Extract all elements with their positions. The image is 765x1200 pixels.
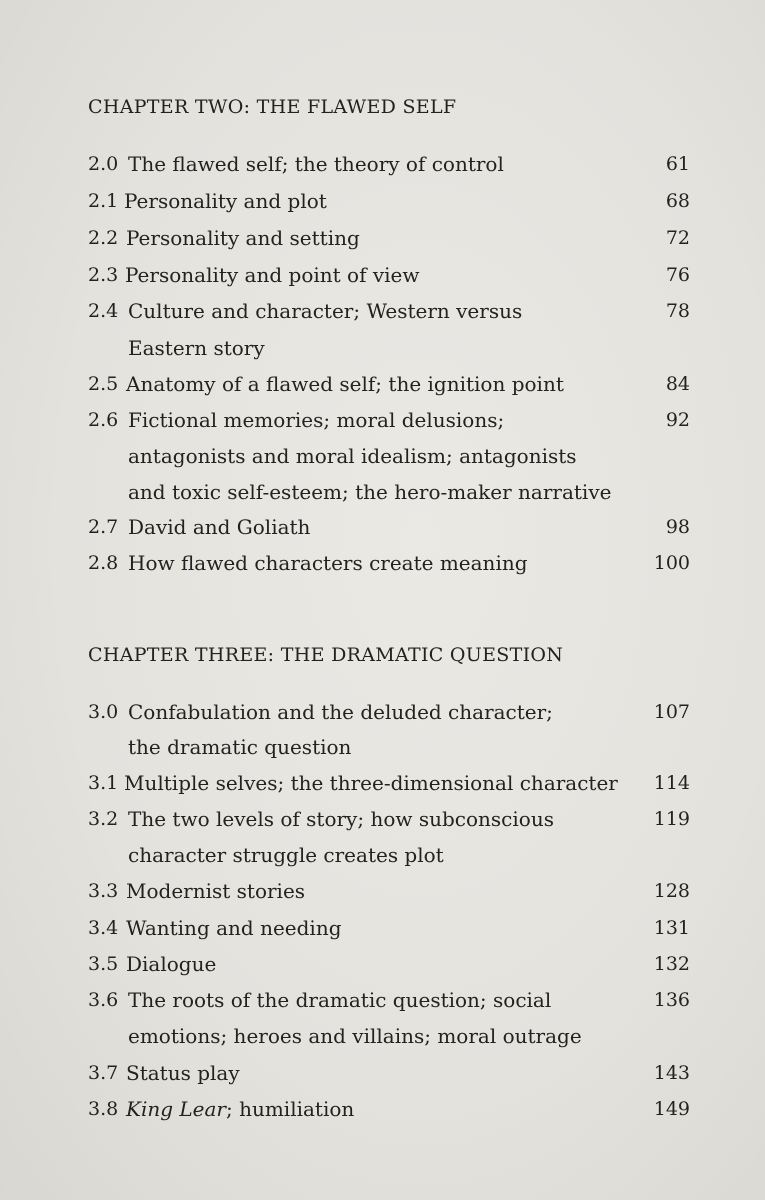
page-number: 68: [665, 190, 690, 212]
section-title: Status play: [126, 1061, 240, 1085]
page-number: 98: [665, 516, 690, 538]
chapter-heading: CHAPTER TWO: THE FLAWED SELF: [88, 96, 457, 118]
section-number: 2.3: [88, 264, 119, 286]
page-number: 76: [665, 264, 690, 286]
page-number: 100: [653, 552, 690, 574]
toc-entry: [88, 259, 690, 291]
section-number: 3.2: [88, 808, 119, 830]
toc-entry: [88, 404, 690, 436]
section-number: 3.8: [88, 1098, 119, 1120]
section-title: Culture and character; Western versus: [128, 299, 523, 323]
section-title: The two levels of story; how subconscious: [128, 807, 554, 831]
page-number: 61: [665, 153, 690, 175]
page-number: 78: [665, 300, 690, 322]
chapter-heading: CHAPTER THREE: THE DRAMATIC QUESTION: [88, 644, 564, 666]
section-number: 3.5: [88, 953, 119, 975]
section-number: 2.8: [88, 552, 119, 574]
section-title-continued: antagonists and moral idealism; antagonists: [128, 444, 577, 468]
section-number: 3.7: [88, 1062, 119, 1084]
page-number: 84: [665, 373, 690, 395]
section-number: 2.1: [88, 190, 119, 212]
section-title-italic: King Lear: [126, 1097, 226, 1121]
toc-entry: [88, 368, 690, 400]
toc-entry: [88, 1093, 690, 1125]
section-number: 2.6: [88, 409, 119, 431]
toc-entry-continuation: [88, 332, 690, 364]
toc-entry: [88, 185, 690, 217]
section-title: The flawed self; the theory of control: [128, 152, 504, 176]
toc-entry-continuation: [88, 1020, 690, 1052]
section-title: Anatomy of a flawed self; the ignition point: [126, 372, 564, 396]
section-title: Personality and plot: [124, 189, 327, 213]
page-number: 143: [653, 1062, 690, 1084]
toc-entry: [88, 767, 690, 799]
page-number: 131: [653, 917, 690, 939]
section-title: How flawed characters create meaning: [128, 551, 528, 575]
toc-entry-continuation: [88, 476, 690, 508]
toc-entry-continuation: [88, 440, 690, 472]
toc-entry: [88, 547, 690, 579]
page-number: 136: [653, 989, 690, 1011]
toc-entry-continuation: [88, 731, 690, 763]
toc-entry: [88, 984, 690, 1016]
section-title-continued: emotions; heroes and villains; moral outrage: [128, 1024, 582, 1048]
toc-entry: [88, 803, 690, 835]
section-title: Modernist stories: [126, 879, 306, 903]
section-title: Confabulation and the deluded character;: [128, 700, 553, 724]
section-title: Multiple selves; the three-dimensional character: [124, 771, 618, 795]
section-number: 2.0: [88, 153, 119, 175]
section-title: The roots of the dramatic question; social: [128, 988, 552, 1012]
section-title-continued: character struggle creates plot: [128, 843, 444, 867]
section-title-continued: the dramatic question: [128, 735, 352, 759]
toc-entry: [88, 295, 690, 327]
toc-entry: [88, 148, 690, 180]
section-number: 2.4: [88, 300, 119, 322]
section-title: [126, 1093, 354, 1125]
page-number: 114: [653, 772, 690, 794]
section-title: Personality and point of view: [125, 263, 420, 287]
toc-entry: [88, 696, 690, 728]
section-title-continued: Eastern story: [128, 336, 265, 360]
section-number: 2.7: [88, 516, 119, 538]
page-number: 72: [665, 227, 690, 249]
section-title-rest: ; humiliation: [225, 1097, 355, 1121]
toc-entry: [88, 948, 690, 980]
page-number: 119: [653, 808, 690, 830]
section-title: Fictional memories; moral delusions;: [128, 408, 505, 432]
toc-entry-continuation: [88, 839, 690, 871]
section-number: 3.4: [88, 917, 119, 939]
page-number: 132: [653, 953, 690, 975]
section-title: Personality and setting: [126, 226, 360, 250]
section-number: 3.1: [88, 772, 119, 794]
section-title-continued: and toxic self-esteem; the hero-maker narrative: [128, 480, 612, 504]
section-number: 3.0: [88, 701, 119, 723]
page-number: 149: [653, 1098, 690, 1120]
section-title: Wanting and needing: [126, 916, 342, 940]
section-title: Dialogue: [126, 952, 217, 976]
section-number: 3.3: [88, 880, 119, 902]
toc-entry: [88, 912, 690, 944]
toc-entry: [88, 511, 690, 543]
toc-entry: [88, 222, 690, 254]
toc-entry: [88, 875, 690, 907]
section-title: David and Goliath: [128, 515, 311, 539]
page-number: 128: [653, 880, 690, 902]
toc-entry: [88, 1057, 690, 1089]
section-number: 3.6: [88, 989, 119, 1011]
section-number: 2.5: [88, 373, 119, 395]
section-number: 2.2: [88, 227, 119, 249]
page-number: 92: [665, 409, 690, 431]
page-number: 107: [653, 701, 690, 723]
